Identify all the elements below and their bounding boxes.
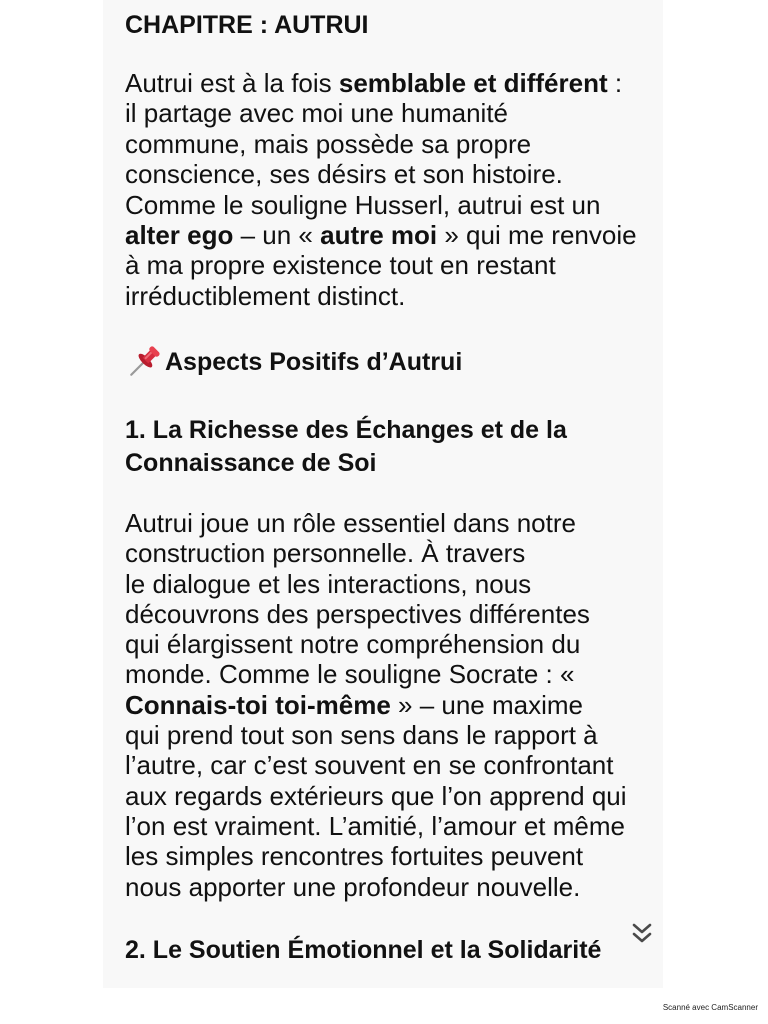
text-line: le dialogue et les interactions, nous [125,568,532,599]
chevron-lower [634,934,650,941]
bold-text: alter ego [125,220,234,251]
heading-line: 1. La Richesse des Échanges et de la [125,416,567,444]
subsection-heading-1 [125,414,567,480]
text-segment: – un « [233,220,321,251]
subsection-heading-2: 2. Le Soutien Émotionnel et la Solidarité [125,936,602,964]
intro-paragraph [125,68,637,311]
double-chevron-down-icon [631,921,653,945]
chevron-upper [634,925,650,932]
text-line: irréductiblement distinct. [125,280,406,311]
text-line: qui prend tout son sens dans le rapport à [125,720,598,751]
scroll-down-button[interactable] [631,921,653,945]
text-line [125,220,637,250]
pushpin-icon [125,343,163,381]
text-line: conscience, ses désirs et son histoire. [125,159,563,190]
scanner-watermark: Scanné avec CamScanner [662,1003,758,1012]
text-line: il partage avec moi une humanité [125,98,509,129]
text-segment: » – une maxime [390,689,584,720]
bold-text: Connais-toi toi-même [125,689,391,720]
text-segment: : [607,68,623,98]
text-line: l’autre, car c’est souvent en se confrontant [125,750,614,781]
text-segment: Autrui est à la fois [125,68,339,98]
chapter-title: CHAPITRE : AUTRUI [125,11,369,39]
section-heading-text: Aspects Positifs d’Autrui [165,348,463,376]
text-line: nous apporter une profondeur nouvelle. [125,871,581,902]
text-line: aux regards extérieurs que l’on apprend qui [125,780,627,811]
text-line: Comme le souligne Husserl, autrui est un [125,189,601,220]
bold-text: semblable et différent [338,68,608,98]
section-heading [125,343,525,381]
text-line: qui élargissent notre compréhension du [125,629,581,660]
text-line: construction personnelle. À travers [125,538,526,569]
text-line: commune, mais possède sa propre [125,128,532,159]
bold-text: autre moi [320,220,438,251]
text-line: monde. Comme le souligne Socrate : « [125,659,575,690]
text-line: découvrons des perspectives différentes [125,598,590,629]
text-segment: » qui me renvoie [437,220,637,251]
text-line: l’on est vraiment. L’amitié, l’amour et même [125,810,625,841]
text-line [125,690,627,720]
text-line: à ma propre existence tout en restant [125,250,556,281]
heading-line: Connaissance de Soi [125,449,377,477]
text-line: Autrui joue un rôle essentiel dans notre [125,508,576,538]
text-line [125,68,637,98]
text-line: les simples rencontres fortuites peuvent [125,841,584,872]
subsection-1-paragraph [125,508,627,902]
pin-needle [131,362,144,375]
